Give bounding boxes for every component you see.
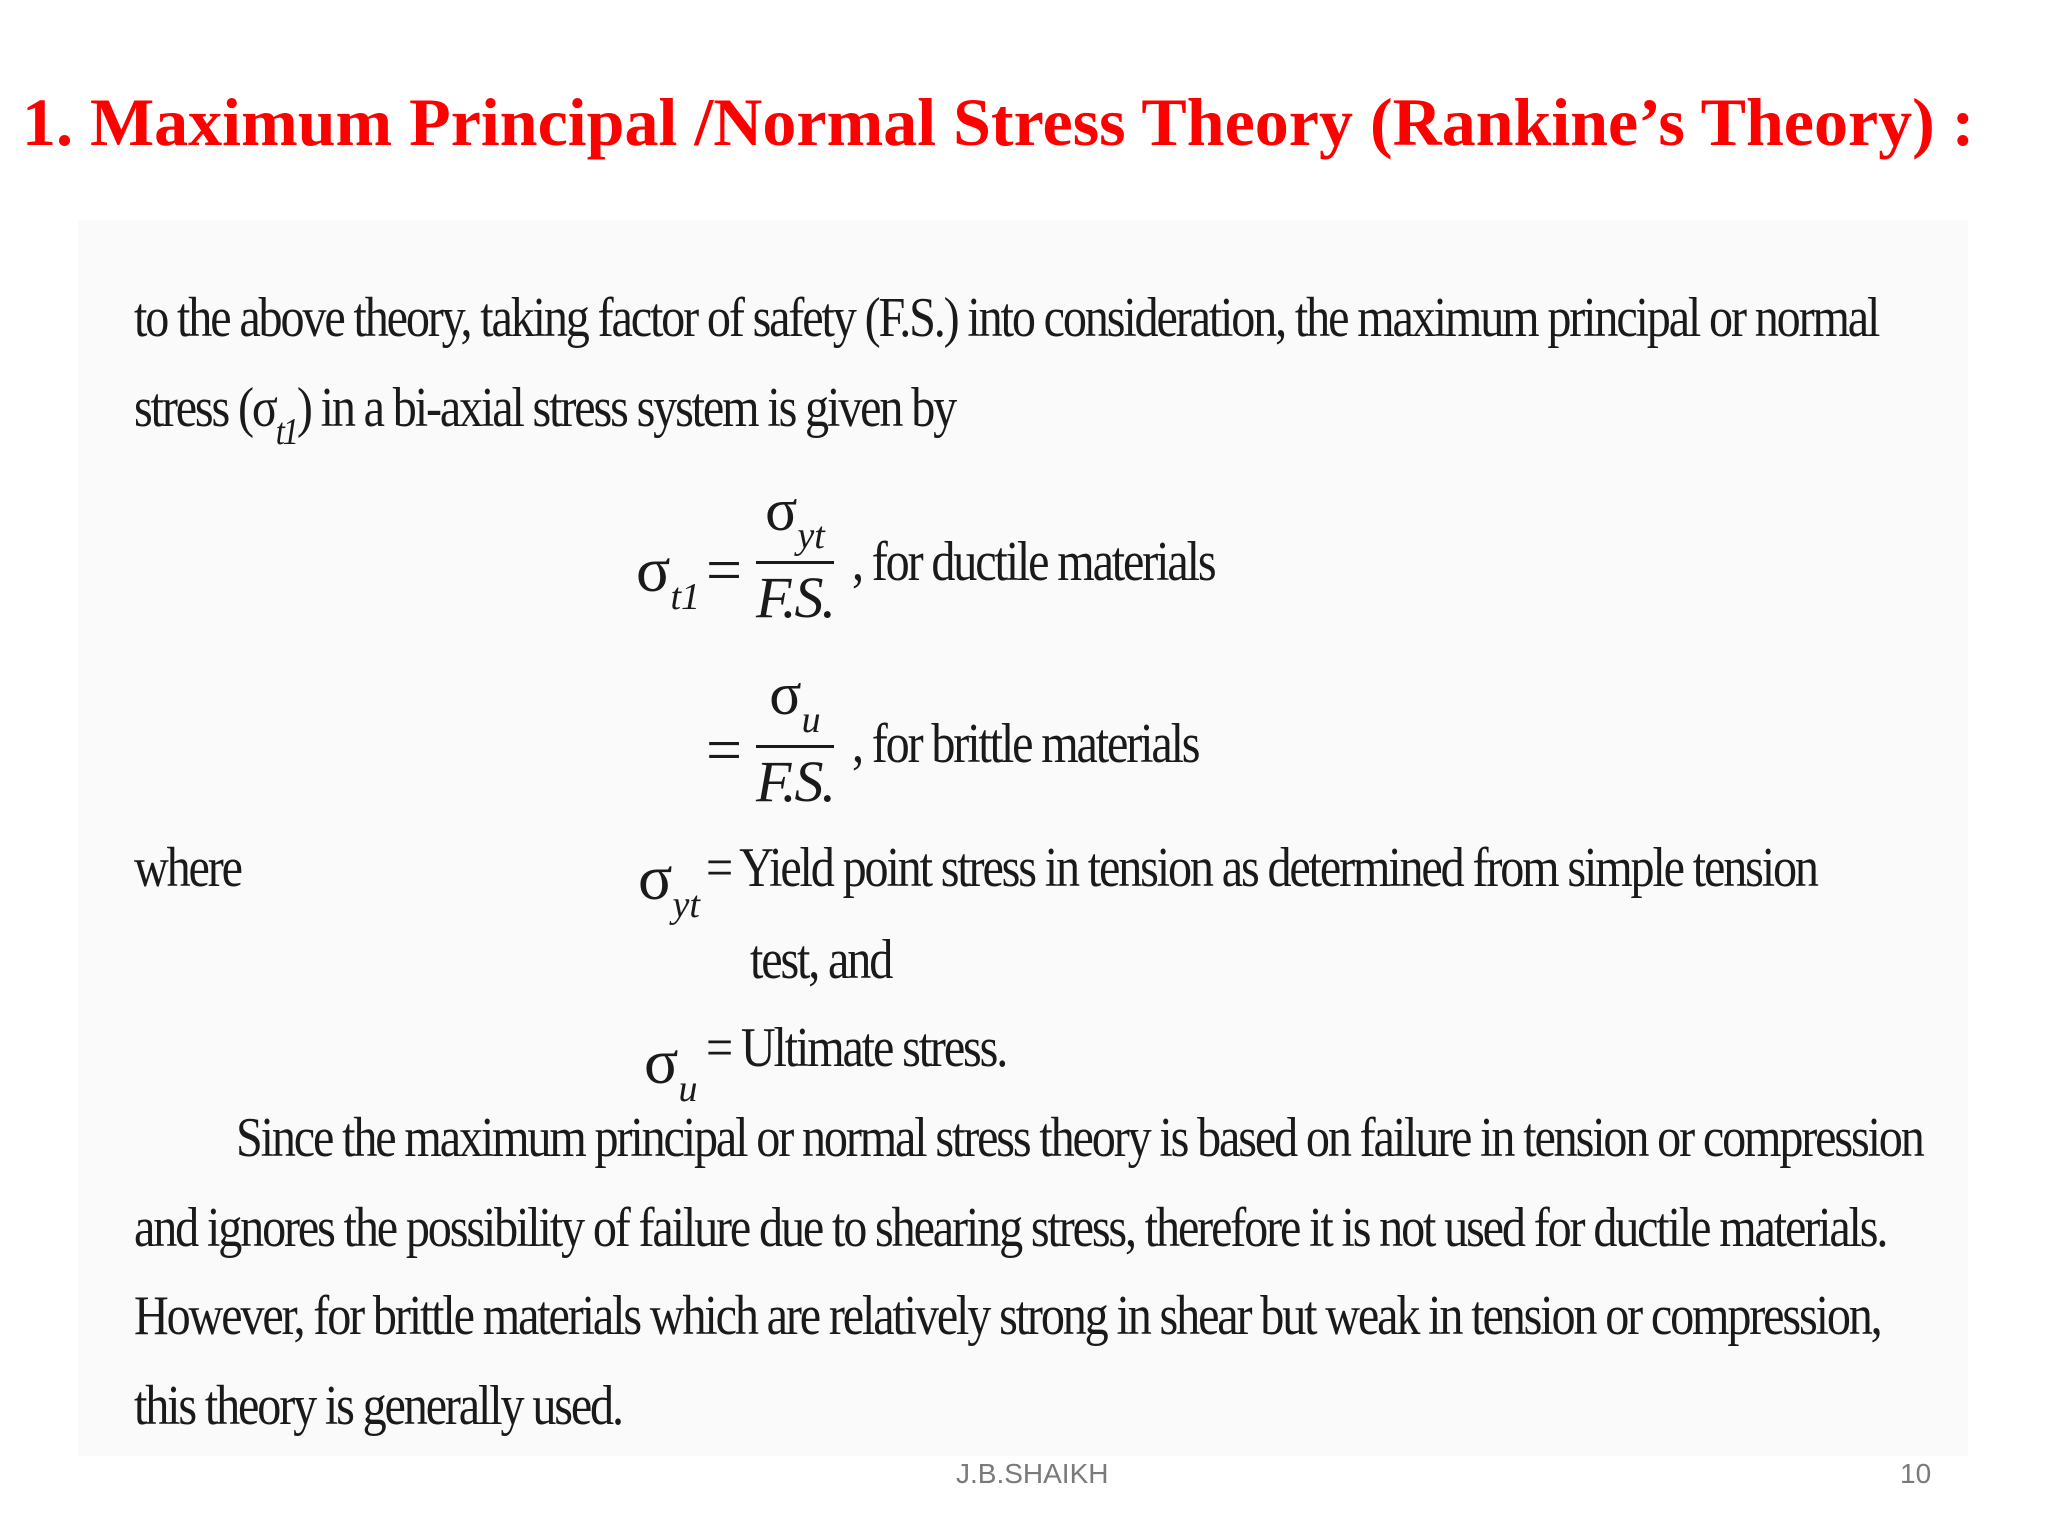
footer-author: J.B.SHAIKH — [956, 1458, 1109, 1489]
intro-line-2-pre: stress ( — [134, 377, 252, 439]
subscript-u: u — [801, 699, 821, 741]
fraction-denominator: F.S. — [756, 565, 834, 630]
fraction-numerator — [761, 661, 828, 745]
ductile-materials-text: , for ductile materials — [852, 531, 1215, 593]
intro-line-2-post: ) in a bi-axial stress system is given by — [296, 377, 956, 439]
sigma-t1-label — [636, 534, 701, 618]
paragraph-line-3: However, for brittle materials which are relatively strong in shear but weak in tension or compression, — [134, 1285, 1881, 1347]
fraction-denominator: F.S. — [756, 749, 834, 814]
where-label: where — [134, 837, 241, 899]
fraction-sigma-u-over-fs — [756, 661, 834, 814]
subscript-yt: yt — [672, 884, 700, 926]
sigma-symbol: σ — [644, 1026, 679, 1097]
paragraph-line-1: Since the maximum principal or normal stress theory is based on failure in tension or compression — [236, 1107, 1923, 1169]
sigma-symbol: σ — [769, 661, 802, 727]
sigma-symbol: σ — [765, 477, 798, 543]
sigma-yt-label — [638, 842, 700, 926]
equals-sign: = — [706, 714, 743, 785]
sigma-u-label — [644, 1026, 698, 1110]
subscript-t1: t1 — [275, 411, 297, 453]
slide-title: 1. Maximum Principal /Normal Stress Theory (Rankine’s Theory) : — [22, 84, 1975, 160]
definition-yt-line-2: test, and — [750, 929, 892, 991]
subscript-u: u — [678, 1068, 698, 1110]
fraction-sigma-yt-over-fs — [756, 477, 834, 630]
subscript-yt: yt — [797, 515, 825, 557]
sigma-symbol: σ — [636, 534, 671, 605]
sigma-symbol: σ — [251, 377, 276, 439]
intro-line-1: to the above theory, taking factor of safety (F.S.) into consideration, the maximum principal or normal — [134, 287, 1879, 349]
subscript-t1: t1 — [670, 576, 701, 618]
brittle-materials-text: , for brittle materials — [852, 713, 1199, 775]
fraction-numerator — [757, 477, 833, 561]
footer-page-number: 10 — [1900, 1458, 1932, 1489]
equals-sign: = — [706, 534, 743, 605]
paragraph-line-2: and ignores the possibility of failure due to shearing stress, therefore it is not used for ductile materials. — [134, 1197, 1887, 1259]
definition-u: = Ultimate stress. — [706, 1017, 1007, 1079]
paragraph-line-4: this theory is generally used. — [134, 1375, 622, 1437]
intro-line-2 — [134, 376, 955, 455]
definition-yt-line-1: = Yield point stress in tension as determined from simple tension — [706, 837, 1817, 899]
sigma-symbol: σ — [638, 842, 673, 913]
